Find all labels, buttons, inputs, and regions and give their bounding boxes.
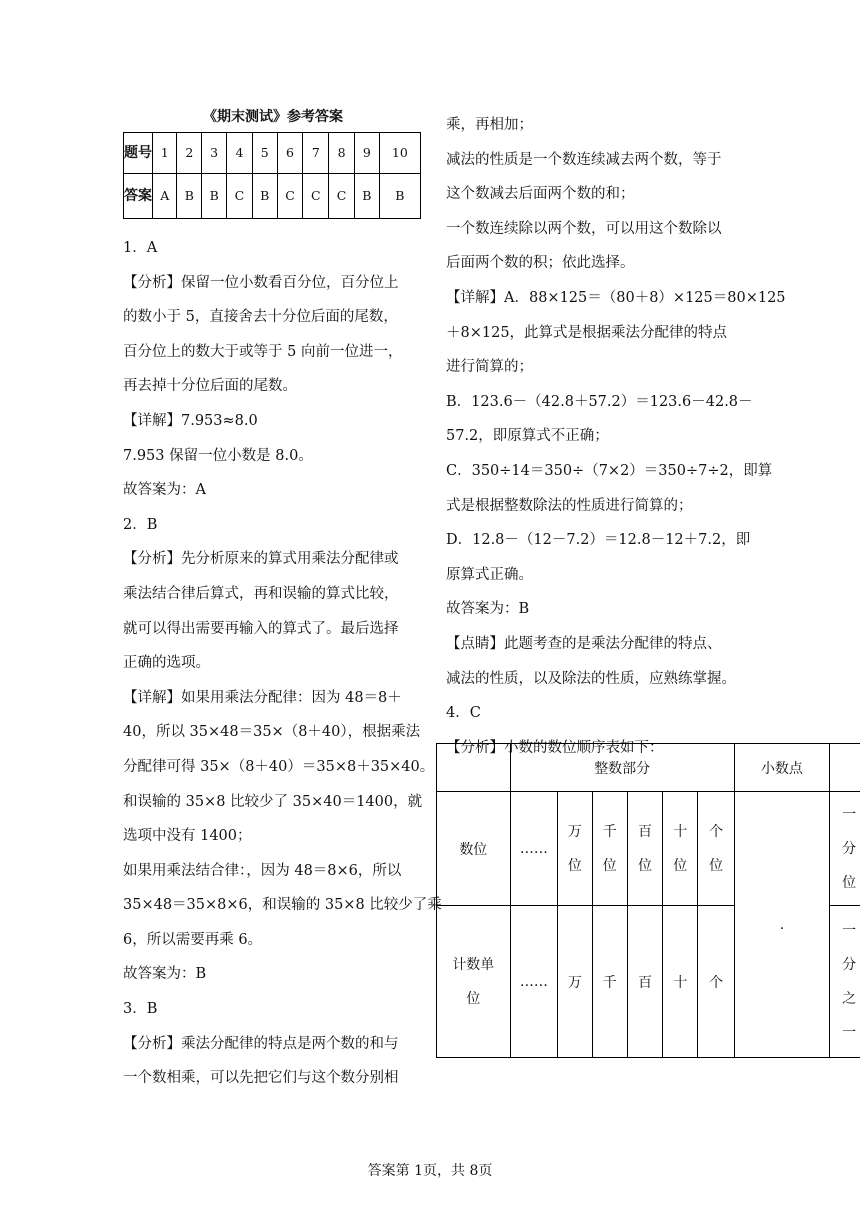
text-line: 35×48＝35×8×6，和误输的 35×8 比较少了乘	[123, 897, 442, 914]
question-number-cell: 3	[202, 133, 227, 174]
text-line: 【详解】A．88×125＝（80＋8）×125＝80×125	[446, 289, 786, 306]
unit-cell-cut	[830, 906, 860, 1058]
left-column	[123, 106, 442, 1096]
answer-cell: C	[303, 174, 329, 219]
text-line: D．12.8－（12－7.2）＝12.8－12＋7.2，即	[446, 532, 751, 549]
text-line: 【详解】7.953≈8.0	[123, 412, 258, 429]
cut-char: 分	[842, 840, 857, 857]
text-line: 一个数连续除以两个数，可以用这个数除以	[446, 220, 722, 237]
text-line: 如果用乘法结合律：，因为 48＝8×6，所以	[123, 862, 402, 879]
cut-char: 一	[842, 806, 857, 823]
question-number-cell: 9	[354, 133, 379, 174]
text-line: 后面两个数的积；依此选择。	[446, 255, 635, 272]
cut-char: 分	[842, 956, 857, 973]
unit-cell-ge: 个	[698, 906, 734, 1058]
answer-cell: B	[177, 174, 202, 219]
text-line: C．350÷14＝350÷（7×2）＝350÷7÷2，即算	[446, 462, 773, 479]
text-line: 的数小于 5，直接舍去十分位后面的尾数，	[123, 309, 398, 326]
text-line: 57.2，即原算式不正确；	[446, 428, 609, 445]
text-line: 选项中没有 1400；	[123, 828, 252, 845]
text-line: 乘法结合律后算式，再和误输的算式比较，	[123, 585, 399, 602]
answer-table-answer-header: 答案	[124, 174, 153, 219]
answer-cell: C	[329, 174, 355, 219]
page-title: 《期末测试》参考答案	[203, 109, 343, 125]
text-line: 和误输的 35×8 比较少了 35×40＝1400，就	[123, 793, 423, 810]
answer-table	[123, 132, 421, 219]
unit-cell-wan: 万	[558, 906, 592, 1058]
question-number-cell: 10	[379, 133, 420, 174]
question-number-cell: 6	[277, 133, 303, 174]
integer-part-header: 整数部分	[510, 744, 734, 792]
unit-row-ellipsis: ……	[510, 906, 558, 1058]
text-line: 故答案为：B	[446, 601, 530, 618]
text-line: 分配律可得 35×（8＋40）＝35×8＋35×40。	[123, 758, 435, 775]
text-line: 一个数相乘，可以先把它们与这个数分别相	[123, 1070, 399, 1087]
question-number-cell: 7	[303, 133, 329, 174]
digit-suffix: 位	[637, 857, 652, 874]
text-line: 减法的性质是一个数连续减去两个数，等于	[446, 151, 722, 168]
answer-cell: C	[227, 174, 253, 219]
text-line: 4．C	[446, 705, 481, 722]
text-line: 进行简算的；	[446, 359, 533, 376]
place-table-corner	[437, 744, 511, 792]
text-line: 7.953 保留一位小数是 8.0。	[123, 447, 313, 464]
text-line: 乘，再相加；	[446, 117, 533, 133]
decimal-point-cell: .	[734, 792, 829, 1058]
text-line: 减法的性质，以及除法的性质，应熟练掌握。	[446, 670, 736, 687]
digit-name: 百	[637, 823, 652, 840]
text-line: 【分析】先分析原来的算式用乘法分配律或	[123, 551, 399, 568]
text-line: 3．B	[123, 1001, 158, 1018]
text-line: 【分析】小数的数位顺序表如下：	[446, 739, 664, 756]
digit-name: 千	[602, 823, 617, 840]
text-line: 2．B	[123, 516, 158, 533]
digit-name: 个	[709, 823, 724, 840]
text-line: 就可以得出需要再输入的算式了。最后选择	[123, 620, 399, 637]
text-line: 40，所以 35×48＝35×（8＋40），根据乘法	[123, 724, 421, 741]
text-line: 【分析】保留一位小数看百分位，百分位上	[123, 274, 399, 291]
digit-suffix: 位	[673, 857, 688, 874]
answer-cell: B	[252, 174, 277, 219]
left-text-block	[123, 231, 442, 1096]
answer-cell: B	[379, 174, 420, 219]
right-column	[446, 108, 786, 765]
question-number-cell: 4	[227, 133, 253, 174]
cut-char: 位	[842, 874, 857, 891]
unit-cell-qian: 千	[592, 906, 627, 1058]
unit-cell-bai: 百	[627, 906, 662, 1058]
digit-cell-cut	[830, 792, 860, 906]
unit-cell-shi: 十	[663, 906, 698, 1058]
place-value-table	[436, 743, 860, 1058]
place-table-cut-header	[830, 744, 860, 792]
text-line: 【点睛】此题考查的是乘法分配律的特点、	[446, 635, 722, 652]
answer-table-answer-row	[124, 174, 421, 219]
digit-row-ellipsis: ……	[510, 792, 558, 906]
text-line: 原算式正确。	[446, 566, 533, 583]
page-footer: 答案第 1页，共 8页	[367, 1163, 493, 1179]
digit-name: 十	[673, 823, 688, 840]
decimal-point-header: 小数点	[734, 744, 829, 792]
answer-table-number-header: 题号	[124, 133, 153, 174]
answer-cell: C	[277, 174, 303, 219]
unit-label-line: 计数单	[452, 956, 495, 973]
digit-cell-qian	[592, 792, 627, 906]
answer-cell: A	[153, 174, 177, 219]
text-line: 【分析】乘法分配律的特点是两个数的和与	[123, 1035, 399, 1052]
digit-cell-wan	[558, 792, 592, 906]
text-line: 正确的选项。	[123, 655, 210, 672]
cut-char: 一	[842, 1024, 857, 1041]
digit-cell-shi	[663, 792, 698, 906]
digit-name: 万	[567, 823, 582, 840]
question-number-cell: 2	[177, 133, 202, 174]
question-number-cell: 8	[329, 133, 355, 174]
text-line: 故答案为：A	[123, 482, 206, 499]
text-line: 6，所以需要再乘 6。	[123, 931, 263, 948]
answer-table-number-row	[124, 133, 421, 174]
digit-cell-bai	[627, 792, 662, 906]
answer-cell: B	[354, 174, 379, 219]
text-line: 式是根据整数除法的性质进行简算的；	[446, 497, 693, 514]
digit-suffix: 位	[567, 857, 582, 874]
question-number-cell: 5	[252, 133, 277, 174]
unit-label-line: 位	[466, 990, 481, 1007]
text-line: 再去掉十分位后面的尾数。	[123, 378, 297, 395]
digit-row-label: 数位	[437, 792, 511, 906]
digit-suffix: 位	[709, 857, 724, 874]
text-line: B．123.6－（42.8＋57.2）＝123.6－42.8－	[446, 393, 753, 410]
digit-suffix: 位	[602, 857, 617, 874]
text-line: 1．A	[123, 240, 158, 256]
right-text-block	[446, 108, 786, 765]
question-number-cell: 1	[153, 133, 177, 174]
unit-row-label	[437, 906, 511, 1058]
answer-cell: B	[202, 174, 227, 219]
text-line: 故答案为：B	[123, 966, 207, 983]
text-line: 这个数减去后面两个数的和；	[446, 186, 635, 203]
text-line: 【详解】如果用乘法分配律：因为 48＝8＋	[123, 689, 402, 706]
text-line: ＋8×125，此算式是根据乘法分配律的特点	[446, 324, 728, 341]
digit-cell-ge	[698, 792, 734, 906]
cut-char: 一	[842, 922, 857, 939]
text-line: 百分位上的数大于或等于 5 向前一位进一，	[123, 343, 403, 360]
cut-char: 之	[842, 990, 857, 1007]
